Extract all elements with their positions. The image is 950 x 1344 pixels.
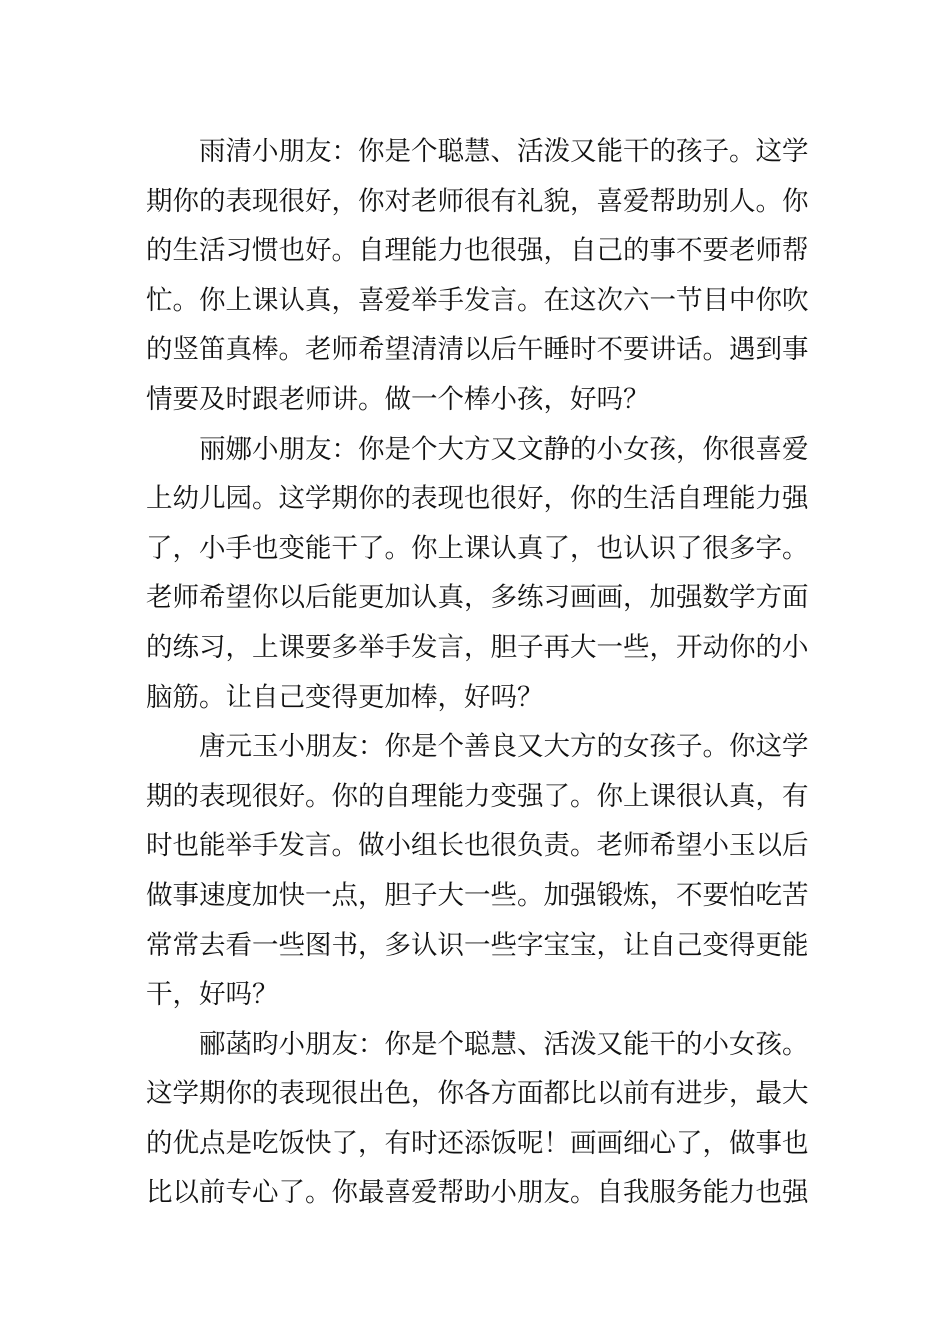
paragraph-yuqing-line-3: 的生活习惯也好。自理能力也很强，自己的事不要老师帮 (146, 235, 809, 267)
paragraph-yuqing-line-4: 忙。你上课认真，喜爱举手发言。在这次六一节目中你吹 (146, 284, 809, 316)
paragraph-tangyuanyu-line-1: 唐元玉小朋友：你是个善良又大方的女孩子。你这学 (199, 731, 809, 763)
paragraph-tangyuanyu-line-4: 做事速度加快一点，胆子大一些。加强锻炼，不要怕吃苦 (146, 879, 809, 911)
paragraph-lina-line-3: 了，小手也变能干了。你上课认真了，也认识了很多字。 (146, 532, 809, 564)
paragraph-tangyuanyu-line-3: 时也能举手发言。做小组长也很负责。老师希望小玉以后 (146, 830, 809, 862)
paragraph-lihanyun-line-4: 比以前专心了。你最喜爱帮助小朋友。自我服务能力也强 (146, 1177, 809, 1209)
paragraph-yuqing-line-2: 期你的表现很好，你对老师很有礼貌，喜爱帮助别人。你 (146, 185, 809, 217)
paragraph-yuqing-line-1: 雨清小朋友：你是个聪慧、活泼又能干的孩子。这学 (199, 136, 809, 167)
paragraph-lihanyun-line-3: 的优点是吃饭快了，有时还添饭呢！画画细心了，做事也 (146, 1127, 809, 1159)
paragraph-tangyuanyu-line-2: 期的表现很好。你的自理能力变强了。你上课很认真，有 (146, 780, 809, 812)
paragraph-lina-line-4: 老师希望你以后能更加认真，多练习画画，加强数学方面 (146, 582, 809, 614)
paragraph-lina-line-5: 的练习，上课要多举手发言，胆子再大一些，开动你的小 (146, 631, 809, 663)
paragraph-tangyuanyu-line-5: 常常去看一些图书，多认识一些字宝宝，让自己变得更能 (146, 929, 809, 961)
paragraph-yuqing-line-6: 情要及时跟老师讲。做一个棒小孩，好吗？ (146, 383, 650, 415)
paragraph-tangyuanyu-line-6: 干，好吗？ (146, 979, 279, 1011)
paragraph-lina-line-2: 上幼儿园。这学期你的表现也很好，你的生活自理能力强 (146, 483, 809, 515)
paragraph-lina-line-1: 丽娜小朋友：你是个大方又文静的小女孩，你很喜爱 (199, 433, 809, 465)
paragraph-lina-line-6: 脑筋。让自己变得更加棒，好吗？ (146, 681, 544, 713)
paragraph-lihanyun-line-1: 郦菡昀小朋友：你是个聪慧、活泼又能干的小女孩。 (199, 1028, 809, 1060)
paragraph-lihanyun-line-2: 这学期你的表现很出色，你各方面都比以前有进步，最大 (146, 1078, 809, 1110)
paragraph-yuqing-line-5: 的竖笛真棒。老师希望清清以后午睡时不要讲话。遇到事 (146, 334, 809, 366)
comment-text-body (146, 127, 808, 1218)
